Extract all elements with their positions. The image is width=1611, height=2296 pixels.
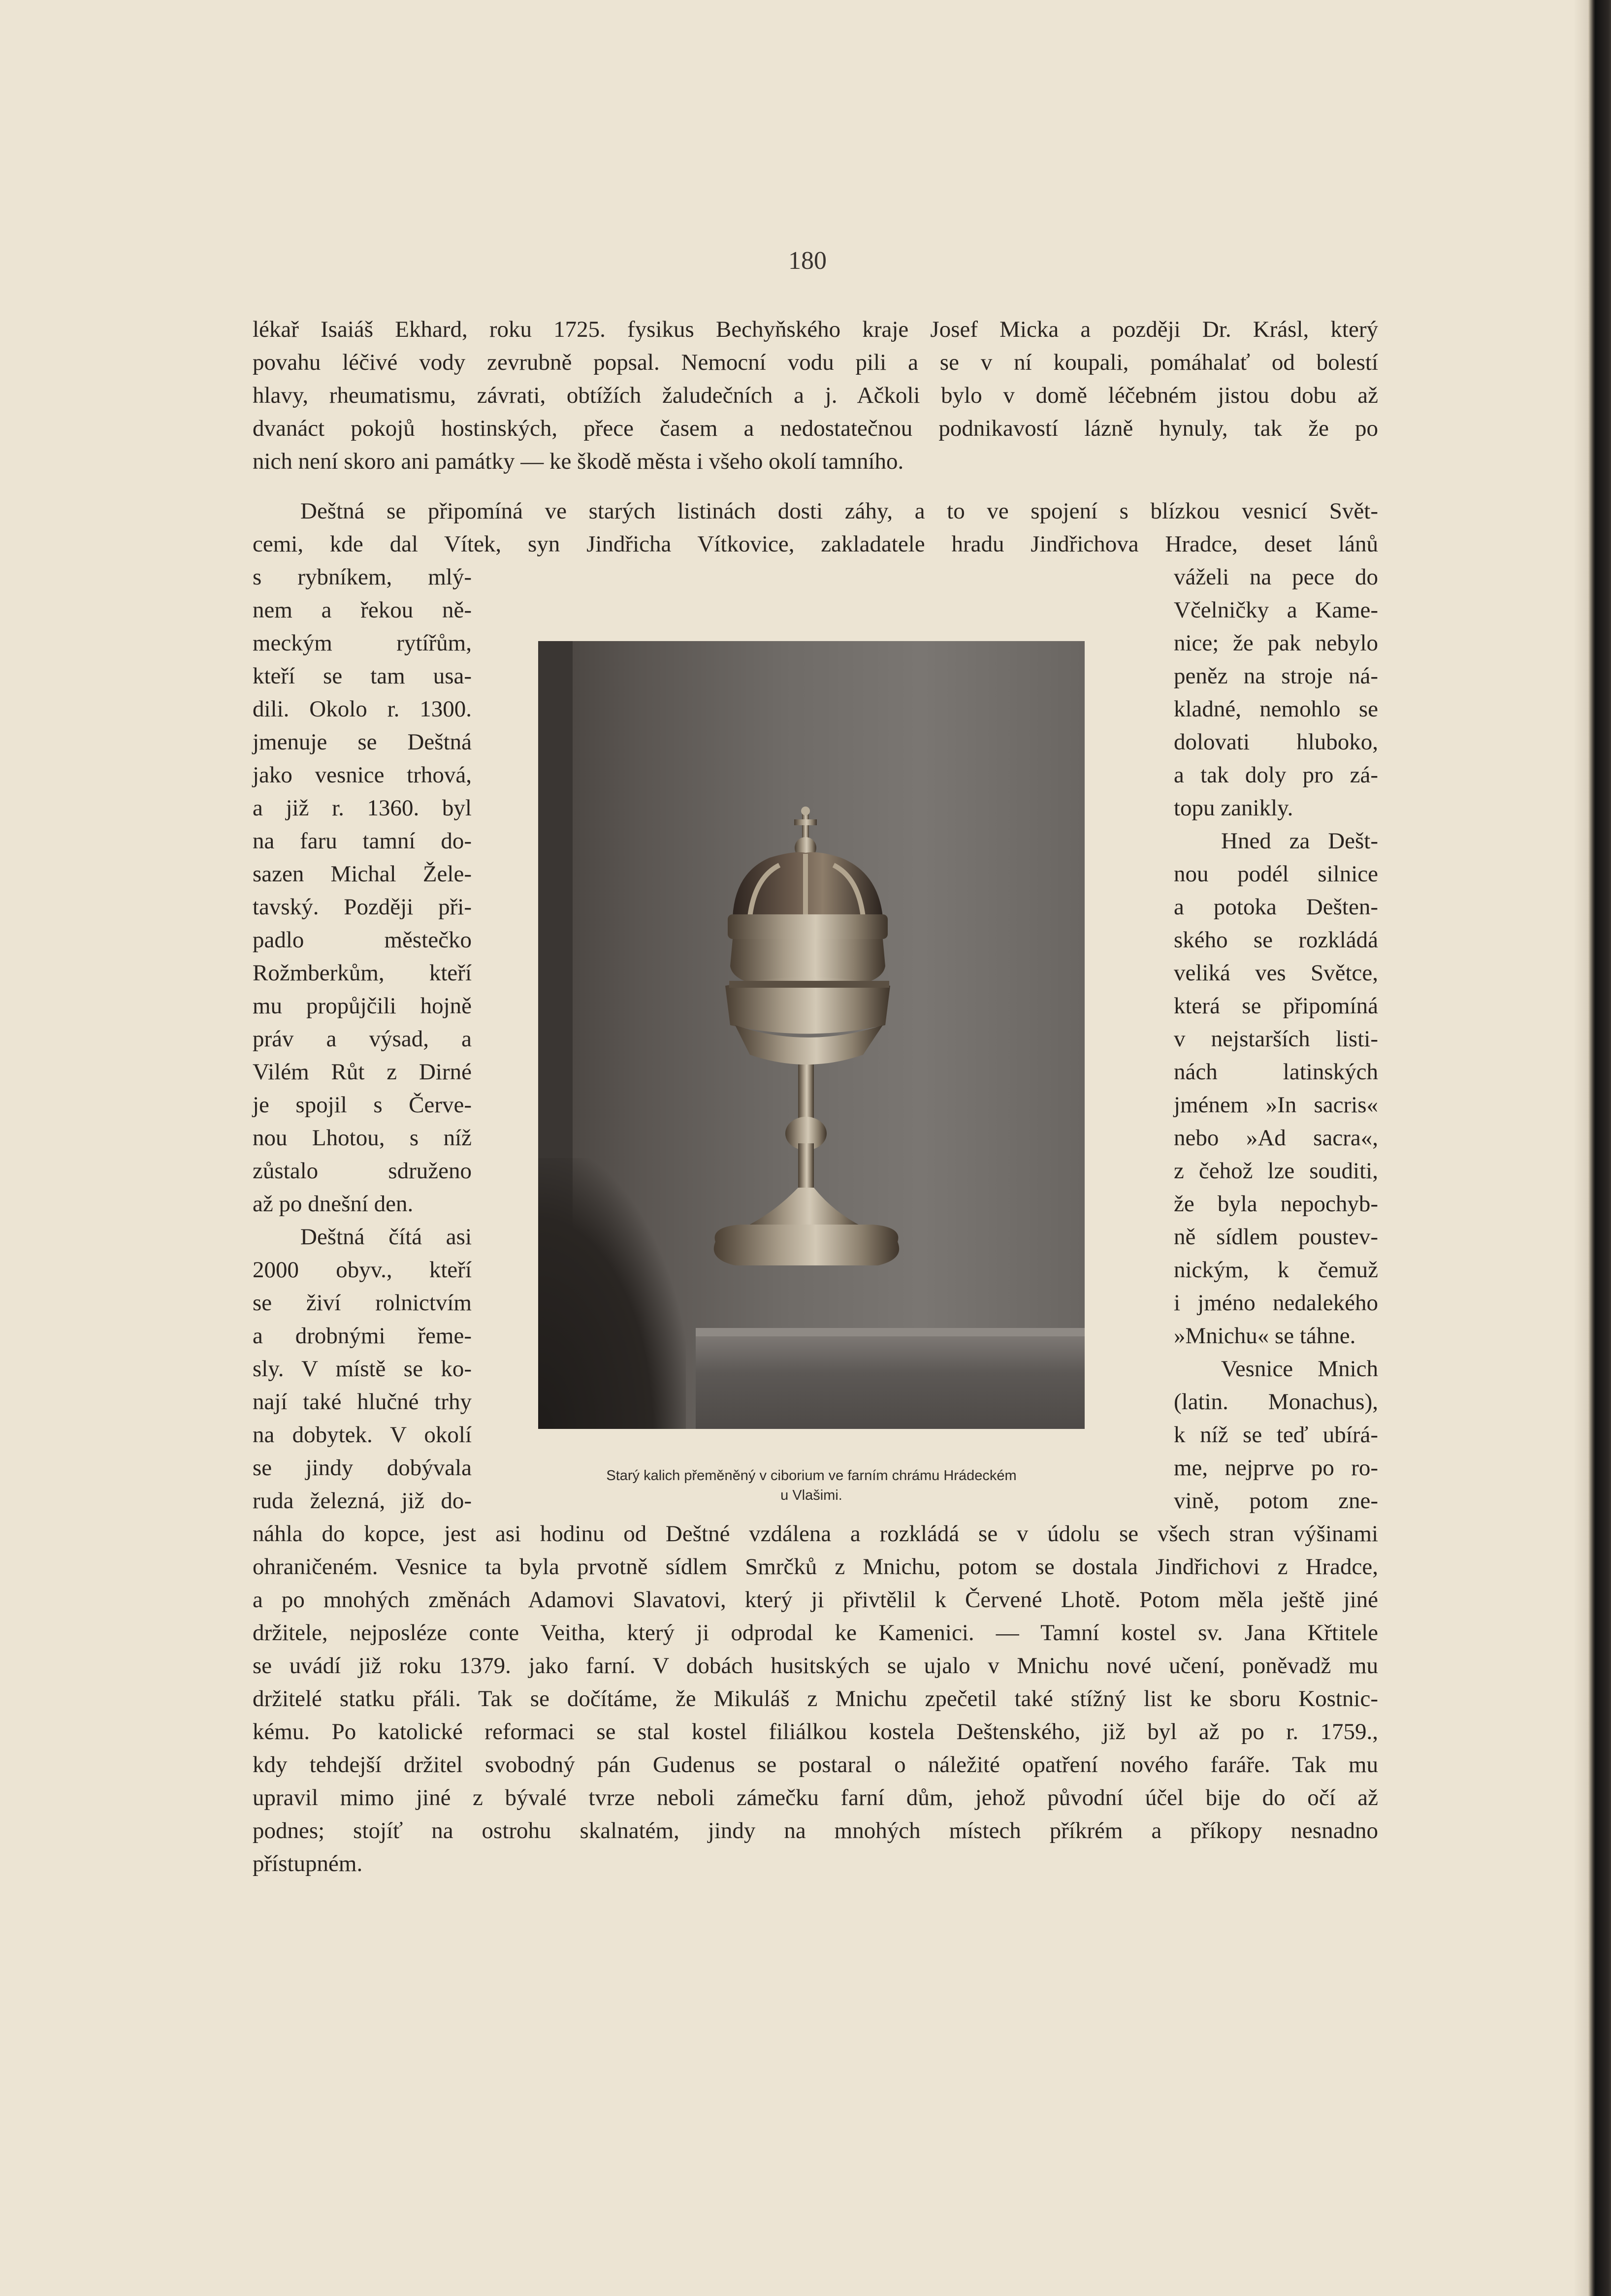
left-column-line: se živí rolnictvím — [253, 1290, 472, 1316]
text-line: držitelé statku přáli. Tak se dočítáme, že Mikuláš z Mnichu zpečetil také stížný list ke sboru Kostnic- — [253, 1686, 1378, 1712]
left-column-line: Rožmberkům, kteří — [253, 960, 472, 986]
left-column-line: nají také hlučné trhy — [253, 1389, 472, 1415]
left-column-line: mu propůjčili hojně — [253, 993, 472, 1019]
right-column-line: (latin. Monachus), — [1174, 1389, 1378, 1415]
text-line: držitele, nejposléze conte Veitha, který ji odprodal ke Kamenici. — Tamní kostel sv. Jana Křtitele — [253, 1620, 1378, 1646]
left-column-line: na faru tamní do- — [253, 828, 472, 854]
right-column-line: která se připomíná — [1174, 993, 1378, 1019]
text-line: kdy tehdejší držitel svobodný pán Gudenus se postaral o náležité opatření nového faráře. Tak mu — [253, 1752, 1378, 1778]
left-column-line: sly. V místě se ko- — [253, 1356, 472, 1382]
right-column-line: topu zanikly. — [1174, 795, 1293, 821]
right-column-line: dolovati hluboko, — [1174, 729, 1378, 755]
left-column-line: až po dnešní den. — [253, 1191, 414, 1217]
text-line: přístupném. — [253, 1851, 363, 1876]
right-column-line: i jméno nedalekého — [1174, 1290, 1378, 1316]
left-column-line: Vilém Růt z Dirné — [253, 1059, 472, 1085]
text-line: kému. Po katolické reformaci se stal kostel filiálkou kostela Deštenského, již byl až po r. 1759., — [253, 1719, 1378, 1745]
left-column-line: Deštná čítá asi — [300, 1224, 472, 1250]
text-line: nich není skoro ani památky — ke škodě města i všeho okolí tamního. — [253, 449, 904, 474]
right-column-line: veliká ves Světce, — [1174, 960, 1378, 986]
right-column-line: nou podél silnice — [1174, 861, 1378, 887]
figure-caption-line: Starý kalich přeměněný v ciborium ve farním chrámu Hrádeckém — [606, 1468, 1017, 1484]
left-column-line: padlo městečko — [253, 927, 472, 953]
text-line: podnes; stojíť na ostrohu skalnatém, jindy na mnohých místech příkrém a příkopy nesnadno — [253, 1818, 1378, 1843]
right-column-line: ně sídlem poustev- — [1174, 1224, 1378, 1250]
right-column-line: ského se rozkládá — [1174, 927, 1378, 953]
right-column-line: nice; že pak nebylo — [1174, 630, 1378, 656]
right-column-line: nách latinských — [1174, 1059, 1378, 1085]
text-line: lékař Isaiáš Ekhard, roku 1725. fysikus Bechyňského kraje Josef Micka a později Dr. Krásl, který — [253, 317, 1378, 342]
left-column-line: kteří se tam usa- — [253, 663, 472, 689]
text-line: hlavy, rheumatismu, závrati, obtížích žaludečních a j. Ačkoli bylo v domě léčebném jistou dobu až — [253, 383, 1378, 408]
left-column-line: nem a řekou ně- — [253, 597, 472, 623]
text-line: ohraničeném. Vesnice ta byla prvotně sídlem Smrčků z Mnichu, potom se dostala Jindřichovi z Hradce, — [253, 1554, 1378, 1580]
left-column-line: jmenuje se Deštná — [253, 729, 472, 755]
left-column-line: nou Lhotou, s níž — [253, 1125, 472, 1151]
text-line: cemi, kde dal Vítek, syn Jindřicha Vítkovice, zakladatele hradu Jindřichova Hradce, deset lánů — [253, 531, 1378, 557]
left-column-line: jako vesnice trhová, — [253, 762, 472, 788]
right-column-line: »Mnichu« se táhne. — [1174, 1323, 1356, 1349]
left-column-line: je spojil s Červe- — [253, 1092, 472, 1118]
left-column-line: na dobytek. V okolí — [253, 1422, 472, 1448]
text-line: dvanáct pokojů hostinských, přece časem a nedostatečnou podnikavostí lázně hynuly, tak že po — [253, 416, 1378, 441]
right-column-line: z čehož lze souditi, — [1174, 1158, 1378, 1184]
page-number: 180 — [788, 247, 827, 275]
text-line: Deštná se připomíná ve starých listinách dosti záhy, a to ve spojení s blízkou vesnicí Svět- — [300, 498, 1378, 524]
right-column-line: Hned za Dešt- — [1221, 828, 1378, 854]
right-column-line: váželi na pece do — [1174, 564, 1378, 590]
ciborium-photograph — [538, 641, 1085, 1429]
left-column-line: a již r. 1360. byl — [253, 795, 472, 821]
right-column-line: v nejstarších listi- — [1174, 1026, 1378, 1052]
right-column-line: k níž se teď ubírá- — [1174, 1422, 1378, 1448]
text-line: povahu léčivé vody zevrubně popsal. Nemocní vodu pili a se v ní koupali, pomáhalať od bolestí — [253, 350, 1378, 375]
right-column-line: me, nejprve po ro- — [1174, 1455, 1378, 1481]
figure-caption-line: u Vlašimi. — [780, 1488, 842, 1503]
page-edge-shadow — [1588, 0, 1611, 2296]
text-line: náhla do kopce, jest asi hodinu od Deštné vzdálena a rozkládá se v údolu se všech stran výšinami — [253, 1521, 1378, 1547]
left-column-line: dili. Okolo r. 1300. — [253, 696, 472, 722]
left-column-line: ruda železná, již do- — [253, 1488, 472, 1514]
right-column-line: Včelničky a Kame- — [1174, 597, 1378, 623]
left-column-line: práv a výsad, a — [253, 1026, 472, 1052]
right-column-line: vině, potom zne- — [1174, 1488, 1378, 1514]
text-line: se uvádí již roku 1379. jako farní. V dobách husitských se ujalo v Mnichu nové učení, poněvadž mu — [253, 1653, 1378, 1679]
right-column-line: a potoka Dešten- — [1174, 894, 1378, 920]
left-column-line: zůstalo sdruženo — [253, 1158, 472, 1184]
text-line: a po mnohých změnách Adamovi Slavatovi, který ji přivtělil k Červené Lhotě. Potom měla ještě jiné — [253, 1587, 1378, 1613]
right-column-line: že byla nepochyb- — [1174, 1191, 1378, 1217]
right-column-line: kladné, nemohlo se — [1174, 696, 1378, 722]
right-column-line: Vesnice Mnich — [1221, 1356, 1378, 1382]
text-line: upravil mimo jiné z bývalé tvrze neboli zámečku farní dům, jehož původní účel bije do očí až — [253, 1785, 1378, 1811]
right-column-line: nickým, k čemuž — [1174, 1257, 1378, 1283]
left-column-line: 2000 obyv., kteří — [253, 1257, 472, 1283]
right-column-line: peněz na stroje ná- — [1174, 663, 1378, 689]
chalice-illustration — [538, 641, 1085, 1429]
left-column-line: sazen Michal Žele- — [253, 861, 472, 887]
right-column-line: nebo »Ad sacra«, — [1174, 1125, 1378, 1151]
left-column-line: s rybníkem, mlý- — [253, 564, 472, 590]
figure-caption — [538, 1466, 1085, 1505]
left-column-line: meckým rytířům, — [253, 630, 472, 656]
left-column-line: tavský. Později při- — [253, 894, 472, 920]
left-column-line: se jindy dobývala — [253, 1455, 472, 1481]
left-column-line: a drobnými řeme- — [253, 1323, 472, 1349]
right-column-line: jménem »In sacris« — [1174, 1092, 1378, 1118]
right-column-line: a tak doly pro zá- — [1174, 762, 1378, 788]
